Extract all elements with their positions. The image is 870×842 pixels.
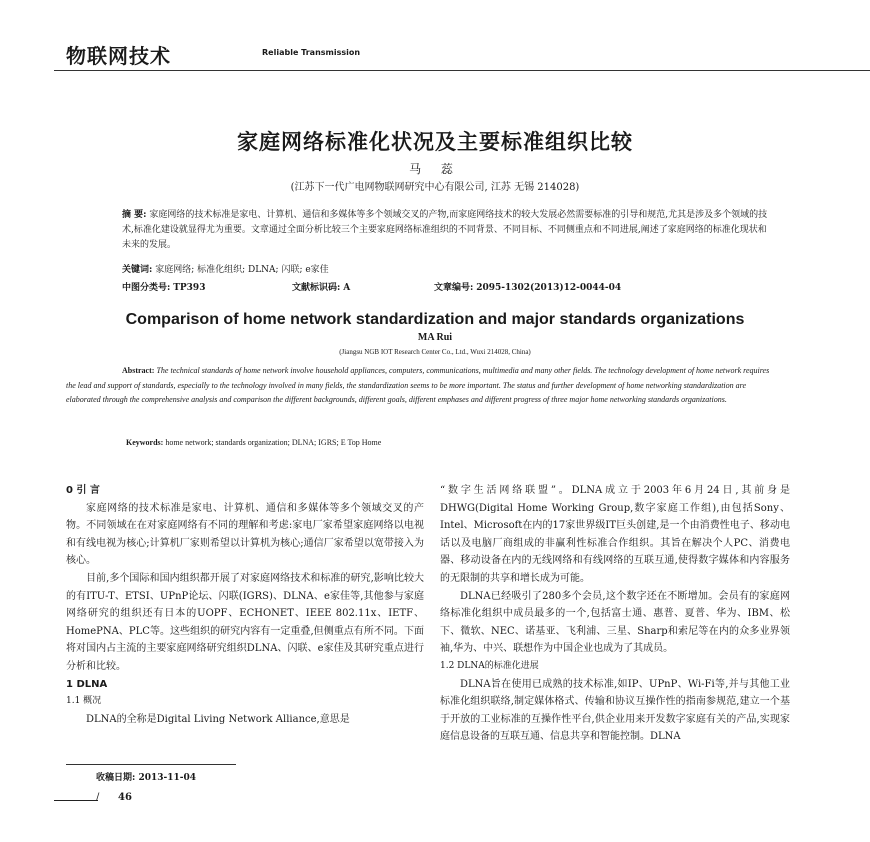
english-affiliation: (Jiangsu NGB IOT Research Center Co., Ltd., Wuxi 214028, China) [339, 348, 531, 356]
page-number-rule [54, 800, 98, 801]
paragraph: DLNA旨在使用已成熟的技术标准,如IP、UPnP、Wi-Fi等,并与其他工业标准化组织联络,制定媒体格式、传输和协议互操作性的指南参规范,建立一个基于开放的工业标准的互操作性平台,供企业用来开发数字家庭有关的产品,实现家庭信息设备的互联互通、信息共享和智能控制。DLNA [440, 678, 790, 743]
english-title: Comparison of home network standardization and major standards organizations [125, 311, 745, 328]
english-keywords-text: home network; standards organization; DLNA; IGRS; E Top Home [165, 438, 382, 447]
doc-code-field: 文献标识码: A [292, 283, 351, 293]
page-slash: / [96, 792, 100, 803]
english-abstract [66, 364, 770, 408]
clc-field: 中图分类号: TP393 [122, 283, 206, 293]
article-number-field: 文章编号: 2095-1302(2013)12-0044-04 [434, 283, 622, 293]
keywords-text: 家庭网络; 标准化组织; DLNA; 闪联; e家佳 [155, 265, 329, 275]
section-1-heading: 1 DLNA [66, 678, 108, 690]
page-number: 46 [118, 792, 132, 803]
english-abstract-text: The technical standards of home network involve household appliances, computers, communications, multimedia and many other fields. The technology development of home network requires the lead and support of standards, especially to the technology involved in many fields, the standardization seems to be more important. The status and further development of home networking standardization are elaborated through the comprehensive analysis and comparison the different backgrounds, different goals, different emphases and different progress of three major home networking standards organizations. [66, 366, 770, 405]
journal-logo: 物联网技术 [66, 44, 171, 68]
chinese-title: 家庭网络标准化状况及主要标准组织比较 [237, 129, 633, 154]
paragraph: 家庭网络的技术标准是家电、计算机、通信和多媒体等多个领域交叉的产物。不同领域在在对家庭网络有不同的理解和考虑:家电厂家希望家庭网络以电视和有线电视为核心;计算机厂家则希望以计算机为核心;通信厂家希望以宽带接入为核心。 [66, 502, 424, 567]
chinese-keywords [122, 263, 770, 278]
paragraph: “数字生活网络联盟”。DLNA成立于2003年6月24日,其前身是DHWG(Digital Home Working Group,数字家庭工作组),由包括Sony、Intel、Microsoft在内的17家世界级IT巨头创建,是一个由消费性电子、移动电话以及电脑厂商组成的非赢利性标准合作组织。其旨在解决个人PC、消费电器、移动设备在内的无线网络和有线网络的互联互通,使得数字媒体和内容服务的无限制的共享和增长成为可能。 [440, 485, 790, 584]
subsection-1-2-heading: 1.2 DLNA的标准化进展 [440, 660, 539, 671]
paragraph: 目前,多个国际和国内组织都开展了对家庭网络技术和标准的研究,影响比较大的有ITU-T、ETSI、UPnP论坛、闪联(IGRS)、DLNA、e家佳等,其他参与家庭网络研究的组织还有日本的UOPF、ECHONET、IEEE 802.11x、IETF、HomePNA、PLC等。这些组织的研究内容有一定重叠,但侧重点有所不同。下面将对国内占主流的主要家庭网络研究组织DLNA、闪联、e家佳及其研究重点进行分析和比较。 [66, 572, 424, 672]
abstract-text: 家庭网络的技术标准是家电、计算机、通信和多媒体等多个领域交叉的产物,而家庭网络技术的较大发展必然需要标准的引导和规范,尤其是涉及多个领域的技术,标准化建设就显得尤为重要。文章通过全面分析比较三个主要家庭网络标准组织的不同背景、不同目标、不同侧重点和不同进展,阐述了家庭网络的标准化现状和未来的发展。 [122, 210, 768, 250]
english-keywords [126, 438, 381, 447]
chinese-affiliation: (江苏下一代广电网物联网研究中心有限公司, 江苏 无锡 214028) [290, 182, 580, 193]
left-column [66, 482, 424, 728]
english-author: MA Rui [417, 332, 453, 343]
chinese-abstract [122, 208, 770, 253]
right-column [440, 482, 790, 746]
paragraph: DLNA的全称是Digital Living Network Alliance,意思是 [86, 713, 350, 725]
chinese-author: 马 蕊 [409, 162, 461, 176]
english-keywords-label: Keywords: [126, 438, 164, 447]
section-0-heading: 0 引 言 [66, 485, 100, 496]
footnote-divider [66, 764, 236, 765]
keywords-label: 关键词: [122, 265, 153, 275]
section-tagline: Reliable Transmission [262, 48, 361, 57]
received-date: 收稿日期: 2013-11-04 [96, 773, 197, 783]
abstract-label: 摘 要: [122, 210, 147, 220]
paragraph: DLNA已经吸引了280多个会员,这个数字还在不断增加。会员有的家庭网络标准化组织中成员最多的一个,包括富士通、惠普、夏普、华为、IBM、松下、微软、NEC、诺基亚、飞利浦、三星、Sharp和索尼等在内的众多业界领袖,华为、中兴、联想作为中国企业也成为了其成员。 [440, 590, 790, 655]
header-divider [54, 70, 870, 71]
english-abstract-label: Abstract: [122, 366, 155, 375]
subsection-1-1-heading: 1.1 概况 [66, 696, 102, 707]
